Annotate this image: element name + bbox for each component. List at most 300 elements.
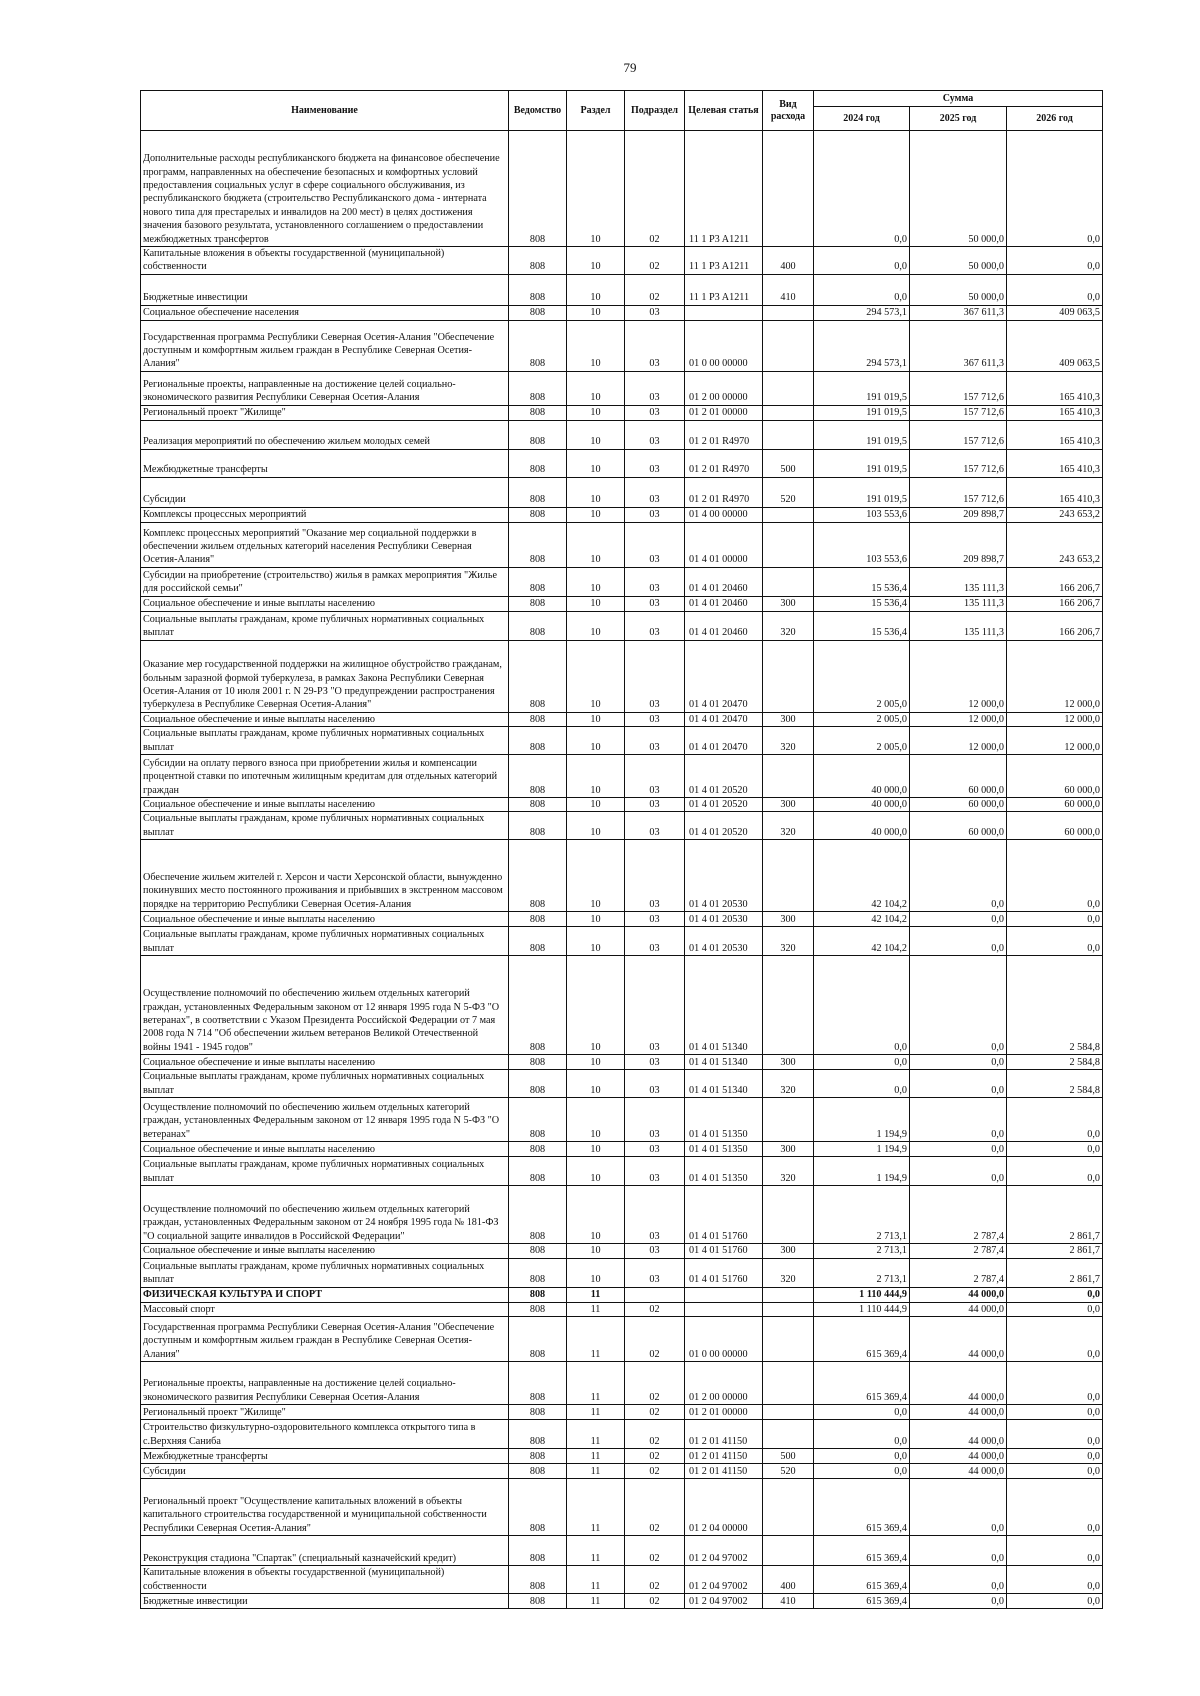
- table-row: [141, 1464, 1103, 1479]
- cell-2026: 0,0: [1007, 840, 1103, 912]
- cell-2024: 40 000,0: [814, 755, 910, 798]
- cell-subsection: [625, 1287, 685, 1302]
- cell-target: 11 1 P3 A1211: [685, 274, 763, 305]
- cell-department: 808: [509, 1157, 567, 1186]
- cell-department: 808: [509, 1464, 567, 1479]
- cell-name: Комплексы процессных мероприятий: [141, 507, 509, 522]
- cell-subsection: 03: [625, 611, 685, 640]
- cell-2025: 2 787,4: [910, 1186, 1007, 1244]
- cell-section: 10: [567, 247, 625, 275]
- cell-subsection: 02: [625, 1302, 685, 1316]
- cell-2024: 1 110 444,9: [814, 1287, 910, 1302]
- cell-2025: 44 000,0: [910, 1287, 1007, 1302]
- cell-expense-type: [763, 956, 814, 1055]
- cell-target: 01 4 01 51760: [685, 1186, 763, 1244]
- cell-name: Субсидии на приобретение (строительство) жилья в рамках мероприятия "Жилье для российской семьи": [141, 567, 509, 596]
- cell-name: Субсидии: [141, 477, 509, 507]
- cell-2025: 135 111,3: [910, 567, 1007, 596]
- cell-2026: 60 000,0: [1007, 755, 1103, 798]
- cell-expense-type: [763, 1420, 814, 1449]
- cell-target: 01 4 01 51350: [685, 1098, 763, 1142]
- table-row: [141, 1098, 1103, 1142]
- header-section: Раздел: [567, 91, 625, 131]
- cell-2024: 0,0: [814, 131, 910, 247]
- cell-2026: 0,0: [1007, 927, 1103, 956]
- cell-2025: 0,0: [910, 1536, 1007, 1566]
- cell-expense-type: 410: [763, 1594, 814, 1609]
- cell-2024: 2 713,1: [814, 1244, 910, 1258]
- cell-2025: 135 111,3: [910, 611, 1007, 640]
- cell-name: Реализация мероприятий по обеспечению жильем молодых семей: [141, 420, 509, 449]
- cell-subsection: 03: [625, 712, 685, 726]
- cell-name: Социальные выплаты гражданам, кроме публичных нормативных социальных выплат: [141, 1070, 509, 1098]
- cell-2024: 40 000,0: [814, 798, 910, 812]
- cell-expense-type: [763, 131, 814, 247]
- cell-subsection: 03: [625, 522, 685, 567]
- cell-name: Межбюджетные трансферты: [141, 1449, 509, 1464]
- cell-expense-type: 300: [763, 596, 814, 611]
- cell-expense-type: 320: [763, 1070, 814, 1098]
- cell-subsection: 03: [625, 840, 685, 912]
- cell-section: 10: [567, 320, 625, 371]
- cell-2024: 15 536,4: [814, 596, 910, 611]
- cell-department: 808: [509, 1258, 567, 1287]
- cell-department: 808: [509, 1362, 567, 1405]
- cell-subsection: 03: [625, 798, 685, 812]
- cell-department: 808: [509, 420, 567, 449]
- table-row: [141, 371, 1103, 405]
- cell-name: Бюджетные инвестиции: [141, 274, 509, 305]
- cell-department: 808: [509, 611, 567, 640]
- cell-subsection: 03: [625, 727, 685, 755]
- cell-section: 11: [567, 1479, 625, 1536]
- cell-section: 10: [567, 640, 625, 712]
- cell-expense-type: 320: [763, 1157, 814, 1186]
- cell-2024: 2 005,0: [814, 712, 910, 726]
- cell-2025: 0,0: [910, 1055, 1007, 1070]
- cell-section: 10: [567, 927, 625, 956]
- cell-2025: 0,0: [910, 1479, 1007, 1536]
- cell-2024: 2 005,0: [814, 727, 910, 755]
- cell-target: 01 2 01 41150: [685, 1464, 763, 1479]
- cell-section: 10: [567, 405, 625, 420]
- cell-2026: 0,0: [1007, 1287, 1103, 1302]
- cell-2026: 165 410,3: [1007, 420, 1103, 449]
- cell-2026: 2 861,7: [1007, 1258, 1103, 1287]
- cell-target: 01 4 01 20520: [685, 798, 763, 812]
- cell-subsection: 03: [625, 449, 685, 477]
- cell-expense-type: [763, 1098, 814, 1142]
- table-row: [141, 1186, 1103, 1244]
- cell-target: 01 4 01 51350: [685, 1157, 763, 1186]
- cell-subsection: 02: [625, 1317, 685, 1362]
- table-row: [141, 247, 1103, 275]
- cell-target: 01 4 01 20530: [685, 840, 763, 912]
- cell-department: 808: [509, 798, 567, 812]
- cell-section: 10: [567, 1055, 625, 1070]
- cell-name: Региональный проект "Жилище": [141, 1405, 509, 1420]
- table-row: [141, 449, 1103, 477]
- cell-2025: 367 611,3: [910, 305, 1007, 320]
- cell-section: 11: [567, 1464, 625, 1479]
- cell-department: 808: [509, 1142, 567, 1157]
- cell-target: 01 4 01 20470: [685, 712, 763, 726]
- cell-name: Государственная программа Республики Северная Осетия-Алания "Обеспечение доступным и комфортным жильем граждан в Республике Северная Осетия-Алания": [141, 1317, 509, 1362]
- cell-2026: 0,0: [1007, 1157, 1103, 1186]
- cell-target: [685, 305, 763, 320]
- cell-expense-type: 320: [763, 812, 814, 840]
- cell-name: Социальные выплаты гражданам, кроме публичных нормативных социальных выплат: [141, 1258, 509, 1287]
- cell-subsection: 02: [625, 1405, 685, 1420]
- table-row: [141, 956, 1103, 1055]
- cell-2026: 409 063,5: [1007, 305, 1103, 320]
- budget-table: [140, 90, 1103, 1609]
- header-sum: Сумма: [814, 91, 1103, 107]
- cell-2026: 0,0: [1007, 247, 1103, 275]
- cell-2024: 615 369,4: [814, 1566, 910, 1594]
- cell-2024: 103 553,6: [814, 507, 910, 522]
- cell-expense-type: 300: [763, 912, 814, 927]
- cell-department: 808: [509, 1449, 567, 1464]
- cell-section: 10: [567, 1186, 625, 1244]
- cell-2026: 2 584,8: [1007, 956, 1103, 1055]
- cell-section: 11: [567, 1566, 625, 1594]
- table-row: [141, 912, 1103, 927]
- cell-2026: 2 861,7: [1007, 1186, 1103, 1244]
- header-2025: 2025 год: [910, 107, 1007, 131]
- cell-department: 808: [509, 1287, 567, 1302]
- cell-subsection: 02: [625, 1464, 685, 1479]
- cell-department: 808: [509, 596, 567, 611]
- cell-target: 01 2 01 R4970: [685, 449, 763, 477]
- cell-2024: 0,0: [814, 956, 910, 1055]
- cell-2024: 103 553,6: [814, 522, 910, 567]
- cell-subsection: 02: [625, 131, 685, 247]
- cell-target: 01 0 00 00000: [685, 320, 763, 371]
- header-name: Наименование: [141, 91, 509, 131]
- cell-target: 11 1 P3 A1211: [685, 247, 763, 275]
- cell-2024: 0,0: [814, 1420, 910, 1449]
- cell-2025: 44 000,0: [910, 1302, 1007, 1316]
- cell-expense-type: [763, 420, 814, 449]
- cell-2025: 0,0: [910, 840, 1007, 912]
- cell-subsection: 03: [625, 596, 685, 611]
- cell-section: 11: [567, 1362, 625, 1405]
- cell-section: 10: [567, 522, 625, 567]
- cell-target: 01 4 01 51760: [685, 1258, 763, 1287]
- cell-department: 808: [509, 247, 567, 275]
- header-target: Целевая статья: [685, 91, 763, 131]
- cell-subsection: 03: [625, 420, 685, 449]
- cell-2026: 165 410,3: [1007, 405, 1103, 420]
- cell-2026: 166 206,7: [1007, 611, 1103, 640]
- cell-section: 10: [567, 912, 625, 927]
- cell-target: 01 4 01 20520: [685, 755, 763, 798]
- cell-2024: 1 110 444,9: [814, 1302, 910, 1316]
- table-row: [141, 477, 1103, 507]
- cell-2025: 44 000,0: [910, 1317, 1007, 1362]
- table-row: [141, 640, 1103, 712]
- cell-2026: 0,0: [1007, 1420, 1103, 1449]
- cell-2026: 166 206,7: [1007, 596, 1103, 611]
- table-row: [141, 1055, 1103, 1070]
- cell-name: Субсидии: [141, 1464, 509, 1479]
- cell-expense-type: [763, 1479, 814, 1536]
- cell-section: 10: [567, 712, 625, 726]
- cell-name: Социальное обеспечение и иные выплаты населению: [141, 1142, 509, 1157]
- cell-target: 01 0 00 00000: [685, 1317, 763, 1362]
- cell-expense-type: 320: [763, 927, 814, 956]
- table-row: [141, 727, 1103, 755]
- cell-2025: 209 898,7: [910, 522, 1007, 567]
- cell-2025: 0,0: [910, 927, 1007, 956]
- cell-2024: 1 194,9: [814, 1157, 910, 1186]
- cell-2025: 12 000,0: [910, 727, 1007, 755]
- cell-target: 01 4 01 51340: [685, 956, 763, 1055]
- cell-2026: 2 861,7: [1007, 1244, 1103, 1258]
- cell-subsection: 02: [625, 1594, 685, 1609]
- cell-department: 808: [509, 1055, 567, 1070]
- cell-expense-type: 320: [763, 727, 814, 755]
- cell-subsection: 02: [625, 1362, 685, 1405]
- cell-section: 10: [567, 305, 625, 320]
- cell-department: 808: [509, 1070, 567, 1098]
- cell-2024: 0,0: [814, 1070, 910, 1098]
- cell-department: 808: [509, 1186, 567, 1244]
- cell-name: Социальные выплаты гражданам, кроме публичных нормативных социальных выплат: [141, 927, 509, 956]
- cell-2026: 165 410,3: [1007, 371, 1103, 405]
- cell-2026: 0,0: [1007, 1536, 1103, 1566]
- cell-expense-type: 300: [763, 1055, 814, 1070]
- cell-expense-type: 410: [763, 274, 814, 305]
- cell-subsection: 03: [625, 567, 685, 596]
- cell-2025: 0,0: [910, 1157, 1007, 1186]
- cell-subsection: 02: [625, 1420, 685, 1449]
- cell-2026: 0,0: [1007, 1566, 1103, 1594]
- table-row: [141, 1420, 1103, 1449]
- cell-2024: 615 369,4: [814, 1362, 910, 1405]
- table-row: [141, 840, 1103, 912]
- cell-name: Региональный проект "Жилище": [141, 405, 509, 420]
- cell-department: 808: [509, 274, 567, 305]
- cell-name: Оказание мер государственной поддержки на жилищное обустройство гражданам, больным заразной формой туберкулеза, в рамках Закона Республики Северная Осетия-Алания от 10 июля 2001 г. N 29-РЗ "О предупреждении распространения туберкулеза в Республике Северная Осетия-Алания": [141, 640, 509, 712]
- page-number: 79: [623, 60, 637, 75]
- cell-department: 808: [509, 927, 567, 956]
- cell-name: Межбюджетные трансферты: [141, 449, 509, 477]
- cell-section: 11: [567, 1536, 625, 1566]
- cell-target: 01 4 01 20520: [685, 812, 763, 840]
- cell-name: Социальные выплаты гражданам, кроме публичных нормативных социальных выплат: [141, 1157, 509, 1186]
- table-row: [141, 1142, 1103, 1157]
- cell-name: Социальное обеспечение и иные выплаты населению: [141, 1055, 509, 1070]
- cell-2025: 50 000,0: [910, 131, 1007, 247]
- cell-2026: 0,0: [1007, 1142, 1103, 1157]
- cell-section: 10: [567, 131, 625, 247]
- cell-department: 808: [509, 567, 567, 596]
- cell-2024: 615 369,4: [814, 1594, 910, 1609]
- cell-department: 808: [509, 405, 567, 420]
- table-row: [141, 522, 1103, 567]
- cell-subsection: 03: [625, 912, 685, 927]
- cell-department: 808: [509, 371, 567, 405]
- cell-2026: 0,0: [1007, 1362, 1103, 1405]
- cell-subsection: 03: [625, 1070, 685, 1098]
- table-row: [141, 1566, 1103, 1594]
- table-row: [141, 1157, 1103, 1186]
- cell-expense-type: [763, 371, 814, 405]
- table-row: [141, 131, 1103, 247]
- cell-2026: 0,0: [1007, 274, 1103, 305]
- cell-subsection: 03: [625, 1186, 685, 1244]
- cell-2026: 0,0: [1007, 1479, 1103, 1536]
- cell-section: 11: [567, 1302, 625, 1316]
- cell-subsection: 02: [625, 247, 685, 275]
- cell-2025: 2 787,4: [910, 1258, 1007, 1287]
- cell-target: 01 2 01 00000: [685, 405, 763, 420]
- cell-subsection: 03: [625, 1157, 685, 1186]
- cell-expense-type: [763, 320, 814, 371]
- cell-section: 10: [567, 956, 625, 1055]
- cell-department: 808: [509, 727, 567, 755]
- cell-section: 11: [567, 1420, 625, 1449]
- cell-expense-type: 520: [763, 1464, 814, 1479]
- cell-target: 01 4 01 20530: [685, 912, 763, 927]
- cell-name: Региональный проект "Осуществление капитальных вложений в объекты капитального строительства государственной и муниципальной собственности Республики Северная Осетия-Алания": [141, 1479, 509, 1536]
- cell-section: 10: [567, 274, 625, 305]
- cell-2026: 0,0: [1007, 1449, 1103, 1464]
- cell-2025: 0,0: [910, 1594, 1007, 1609]
- cell-2026: 12 000,0: [1007, 727, 1103, 755]
- cell-2024: 0,0: [814, 1055, 910, 1070]
- cell-department: 808: [509, 1098, 567, 1142]
- cell-target: 01 4 01 20460: [685, 611, 763, 640]
- cell-expense-type: [763, 567, 814, 596]
- cell-expense-type: [763, 1536, 814, 1566]
- cell-target: 01 2 04 00000: [685, 1479, 763, 1536]
- cell-section: 10: [567, 477, 625, 507]
- cell-name: Социальные выплаты гражданам, кроме публичных нормативных социальных выплат: [141, 727, 509, 755]
- cell-2025: 0,0: [910, 912, 1007, 927]
- cell-subsection: 03: [625, 956, 685, 1055]
- cell-expense-type: 400: [763, 1566, 814, 1594]
- table-row: [141, 1287, 1103, 1302]
- cell-2026: 0,0: [1007, 1317, 1103, 1362]
- cell-2026: 0,0: [1007, 1098, 1103, 1142]
- cell-2025: 157 712,6: [910, 449, 1007, 477]
- cell-2025: 0,0: [910, 1070, 1007, 1098]
- cell-subsection: 03: [625, 1055, 685, 1070]
- cell-subsection: 03: [625, 507, 685, 522]
- cell-2025: 2 787,4: [910, 1244, 1007, 1258]
- cell-2024: 0,0: [814, 247, 910, 275]
- cell-2024: 294 573,1: [814, 305, 910, 320]
- cell-subsection: 03: [625, 1258, 685, 1287]
- cell-2025: 60 000,0: [910, 755, 1007, 798]
- cell-subsection: 03: [625, 1244, 685, 1258]
- cell-2026: 2 584,8: [1007, 1070, 1103, 1098]
- table-row: [141, 274, 1103, 305]
- cell-2026: 409 063,5: [1007, 320, 1103, 371]
- cell-section: 10: [567, 596, 625, 611]
- cell-department: 808: [509, 1405, 567, 1420]
- cell-department: 808: [509, 1566, 567, 1594]
- cell-2024: 42 104,2: [814, 912, 910, 927]
- cell-department: 808: [509, 305, 567, 320]
- cell-2025: 0,0: [910, 956, 1007, 1055]
- cell-name: Субсидии на оплату первого взноса при приобретении жилья и компенсации процентной ставки по ипотечным жилищным кредитам для отдельных категорий граждан: [141, 755, 509, 798]
- cell-subsection: 02: [625, 274, 685, 305]
- cell-section: 10: [567, 727, 625, 755]
- cell-department: 808: [509, 449, 567, 477]
- cell-subsection: 03: [625, 1098, 685, 1142]
- cell-2024: 294 573,1: [814, 320, 910, 371]
- cell-subsection: 02: [625, 1536, 685, 1566]
- cell-2024: 615 369,4: [814, 1479, 910, 1536]
- cell-name: Социальное обеспечение и иные выплаты населению: [141, 798, 509, 812]
- table-body: [141, 131, 1103, 1609]
- cell-2025: 367 611,3: [910, 320, 1007, 371]
- cell-2025: 44 000,0: [910, 1420, 1007, 1449]
- cell-subsection: 03: [625, 305, 685, 320]
- table-row: [141, 798, 1103, 812]
- cell-target: 01 4 01 20470: [685, 640, 763, 712]
- cell-section: 11: [567, 1405, 625, 1420]
- table-row: [141, 1258, 1103, 1287]
- table-row: [141, 1070, 1103, 1098]
- cell-2025: 44 000,0: [910, 1449, 1007, 1464]
- cell-expense-type: [763, 1405, 814, 1420]
- cell-name: Социальные выплаты гражданам, кроме публичных нормативных социальных выплат: [141, 611, 509, 640]
- table-row: [141, 305, 1103, 320]
- cell-target: 01 2 01 41150: [685, 1449, 763, 1464]
- cell-target: [685, 1287, 763, 1302]
- cell-expense-type: [763, 305, 814, 320]
- cell-expense-type: [763, 405, 814, 420]
- cell-target: 01 2 00 00000: [685, 1362, 763, 1405]
- cell-2026: 243 653,2: [1007, 507, 1103, 522]
- cell-target: 01 2 00 00000: [685, 371, 763, 405]
- cell-department: 808: [509, 812, 567, 840]
- table-row: [141, 1594, 1103, 1609]
- cell-name: Дополнительные расходы республиканского бюджета на финансовое обеспечение программ, направленных на обеспечение безопасных и комфортных условий предоставления социальных услуг в сфере социального обслуживания, из республиканского бюджета (строительство Республиканского дома - интерната нового типа для престарелых и инвалидов на 200 мест) в целях достижения значения базового результата, установленного соглашением о предоставлении межбюджетных трансфертов: [141, 131, 509, 247]
- cell-name: Капитальные вложения в объекты государственной (муниципальной) собственности: [141, 247, 509, 275]
- cell-section: 10: [567, 1098, 625, 1142]
- header-2024: 2024 год: [814, 107, 910, 131]
- cell-expense-type: 300: [763, 712, 814, 726]
- table-row: [141, 1449, 1103, 1464]
- cell-name: Капитальные вложения в объекты государственной (муниципальной) собственности: [141, 1566, 509, 1594]
- cell-department: 808: [509, 912, 567, 927]
- cell-section: 11: [567, 1287, 625, 1302]
- cell-2025: 0,0: [910, 1566, 1007, 1594]
- cell-expense-type: 300: [763, 1244, 814, 1258]
- cell-name: Региональные проекты, направленные на достижение целей социально-экономического развития Республики Северная Осетия-Алания: [141, 1362, 509, 1405]
- cell-target: 11 1 P3 A1211: [685, 131, 763, 247]
- cell-section: 10: [567, 812, 625, 840]
- cell-target: 01 4 01 51340: [685, 1070, 763, 1098]
- cell-2024: 2 713,1: [814, 1258, 910, 1287]
- cell-name: Социальное обеспечение и иные выплаты населению: [141, 596, 509, 611]
- cell-expense-type: 300: [763, 798, 814, 812]
- cell-subsection: 03: [625, 371, 685, 405]
- cell-2024: 0,0: [814, 1449, 910, 1464]
- cell-name: Социальное обеспечение и иные выплаты населению: [141, 912, 509, 927]
- cell-subsection: 02: [625, 1479, 685, 1536]
- cell-2024: 191 019,5: [814, 449, 910, 477]
- cell-2026: 243 653,2: [1007, 522, 1103, 567]
- cell-2025: 44 000,0: [910, 1464, 1007, 1479]
- cell-subsection: 02: [625, 1566, 685, 1594]
